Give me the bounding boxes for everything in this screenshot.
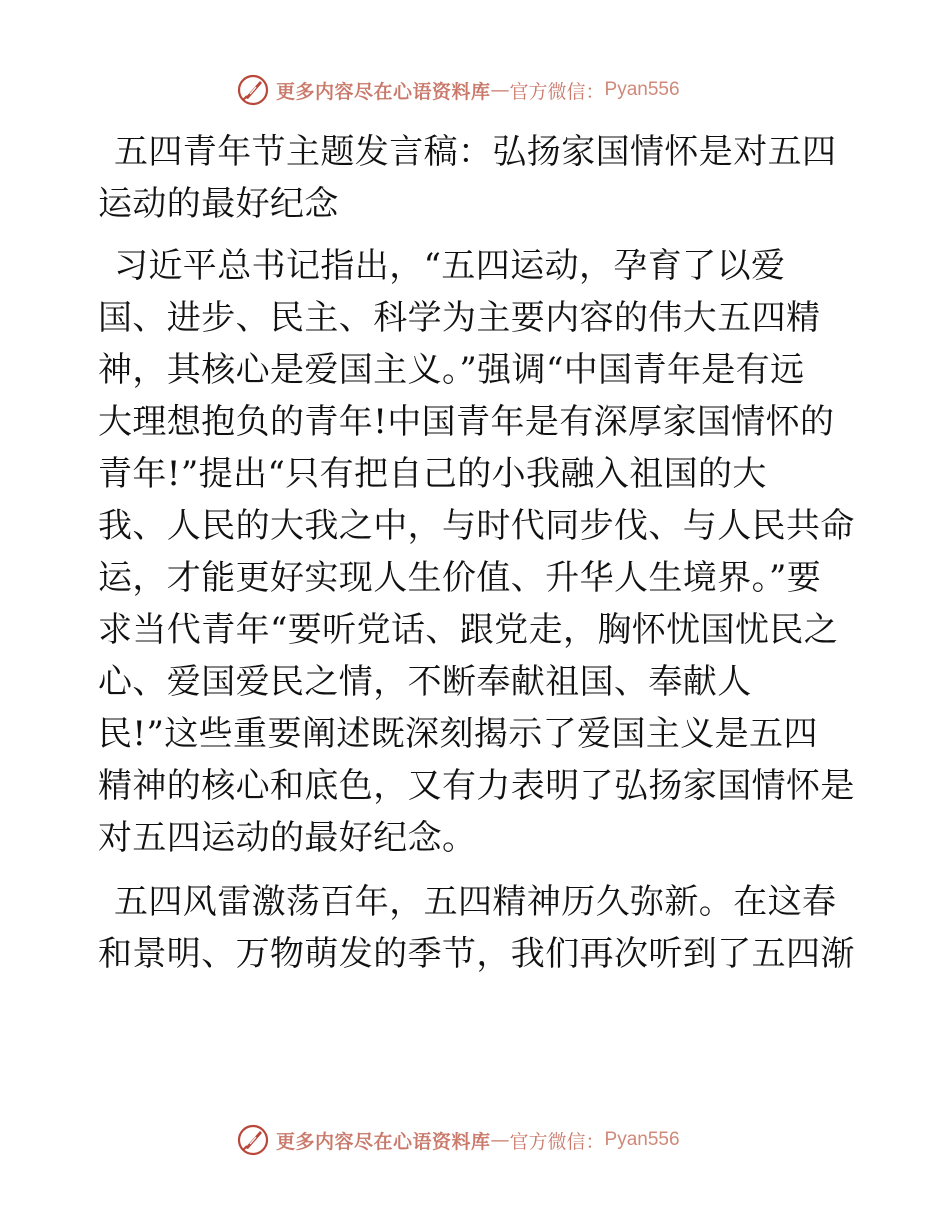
title-line-1: 五四青年节主题发言稿：弘扬家国情怀是对五四 bbox=[114, 132, 837, 172]
footer-banner bbox=[236, 1122, 680, 1158]
header-separator: — bbox=[490, 79, 510, 101]
paragraph-1-line: 神，其核心是爱国主义。”强调“中国青年是有远 bbox=[98, 350, 805, 390]
paragraph-2-line: 五四风雷激荡百年，五四精神历久弥新。在这春 bbox=[114, 882, 837, 922]
footer-wechat-label: 官方微信： bbox=[509, 1130, 605, 1153]
document-title bbox=[98, 126, 858, 230]
header-wechat-label: 官方微信： bbox=[509, 80, 605, 103]
paragraph-1-line: 运，才能更好实现人生价值、升华人生境界。”要 bbox=[98, 558, 822, 598]
paragraph-2-line: 和景明、万物萌发的季节，我们再次听到了五四渐 bbox=[98, 934, 855, 974]
paragraph-1-line: 青年!”提出“只有把自己的小我融入祖国的大 bbox=[98, 454, 767, 494]
footer-wechat-id: Pyan556 bbox=[604, 1129, 680, 1150]
feather-pen-logo-icon bbox=[236, 1123, 270, 1157]
paragraph-1-line: 精神的核心和底色，又有力表明了弘扬家国情怀是 bbox=[98, 766, 855, 806]
header-brand-text: 更多内容尽在心语资料库 bbox=[276, 80, 491, 103]
footer-brand-text: 更多内容尽在心语资料库 bbox=[276, 1130, 491, 1153]
paragraph-1 bbox=[98, 240, 858, 864]
feather-pen-logo-icon bbox=[236, 73, 270, 107]
title-line-2: 运动的最好纪念 bbox=[98, 184, 339, 224]
paragraph-1-line: 民!”这些重要阐述既深刻揭示了爱国主义是五四 bbox=[98, 714, 818, 754]
paragraph-1-line: 求当代青年“要听党话、跟党走，胸怀忧国忧民之 bbox=[98, 610, 839, 650]
paragraph-1-line: 对五四运动的最好纪念。 bbox=[98, 818, 477, 858]
paragraph-1-line: 心、爱国爱民之情，不断奉献祖国、奉献人 bbox=[98, 662, 752, 702]
paragraph-1-line: 大理想抱负的青年!中国青年是有深厚家国情怀的 bbox=[98, 402, 835, 442]
footer-separator: — bbox=[490, 1129, 510, 1151]
paragraph-1-line: 国、进步、民主、科学为主要内容的伟大五四精 bbox=[98, 298, 821, 338]
paragraph-1-line: 我、人民的大我之中，与时代同步伐、与人民共命 bbox=[98, 506, 855, 546]
document-body bbox=[98, 126, 858, 992]
header-banner bbox=[236, 72, 680, 108]
paragraph-2 bbox=[98, 876, 858, 980]
paragraph-1-line: 习近平总书记指出，“五四运动，孕育了以爱 bbox=[114, 246, 786, 286]
header-wechat-id: Pyan556 bbox=[604, 79, 680, 100]
